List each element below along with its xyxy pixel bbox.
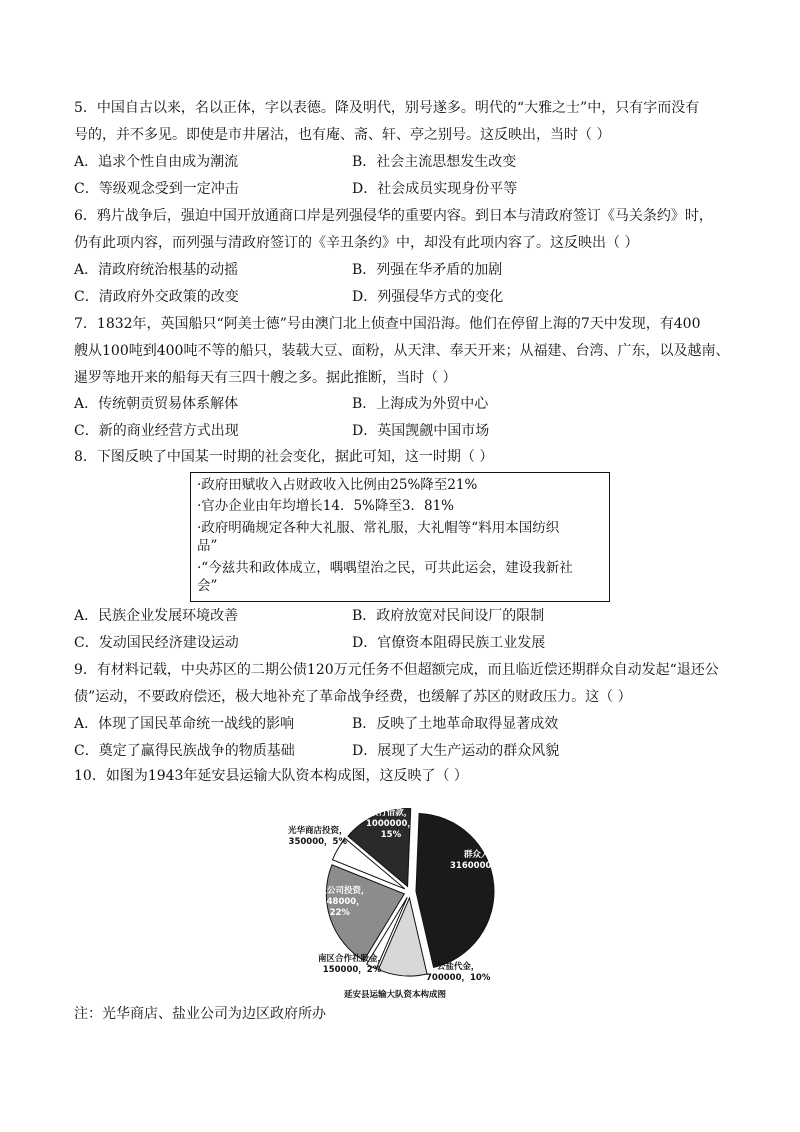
q7-stem-line1: 7．1832年，英国船只“阿美士德”号由澳门北上侦查中国沿海。他们在停留上海的7天中发现，有400 (74, 316, 701, 332)
q9-stem-line2: 债”运动，不要政府偿还，极大地补充了革命战争经费，也缓解了苏区的财政压力。这（ ） (74, 689, 632, 705)
pie-caption: 延安县运输大队资本构成图 (344, 990, 447, 1000)
q7-stem-line2: 艘从100吨到400吨不等的船只，装载大豆、面粉，从天津、奉天开来；从福建、台湾、广东，以及越南、 (74, 343, 730, 359)
q8-option-a[interactable]: A．民族企业发展环境改善 (74, 608, 239, 624)
pie-label-text: 南区合作社股金， (318, 954, 387, 964)
q5-option-b[interactable]: B．社会主流思想发生改变 (352, 154, 517, 170)
q9-option-c[interactable]: C．奠定了赢得民族战争的物质基础 (74, 743, 295, 759)
pie-label-text: 盐业公司投资， (310, 886, 370, 896)
q6-option-b[interactable]: B．列强在华矛盾的加剧 (352, 262, 503, 278)
pie-label-text: 350000，5% (288, 837, 347, 847)
q10-stem: 10．如图为1943年延安县运输大队资本构成图，这反映了（ ） (74, 768, 468, 784)
q8-option-d[interactable]: D．官僚资本阻碍民族工业发展 (352, 635, 546, 651)
pie-label-text: 22% (329, 908, 350, 918)
q7-option-a[interactable]: A．传统朝贡贸易体系解体 (74, 396, 239, 412)
pie-slice-0 (416, 814, 494, 968)
q7-option-d[interactable]: D．英国觊觎中国市场 (352, 423, 490, 439)
pie-label-text: 3160000，46% (450, 861, 521, 871)
q6-option-a[interactable]: A．清政府统治根基的动摇 (74, 262, 239, 278)
q9-option-d[interactable]: D．展现了大生产运动的群众风貌 (352, 743, 560, 759)
pie-label-text: 银行借款， (369, 808, 413, 818)
q7-option-b[interactable]: B．上海成为外贸中心 (352, 396, 489, 412)
q8-material-line: ·官办企业由年均增长14．5%降至3．81% (197, 498, 454, 514)
q6-stem-line1: 6．鸦片战争后，强迫中国开放通商口岸是列强侵华的重要内容。到日本与清政府签订《马关条约》时， (74, 208, 713, 224)
pie-label-guanghua (288, 826, 348, 848)
pie-label-bank-loan (366, 808, 416, 841)
pie-label-text: 150000，2% (322, 965, 382, 975)
pie-label-text: 700000，10% (426, 973, 491, 983)
q7-stem-line3: 暹罗等地开来的船每天有三四十艘之多。据此推断，当时（ ） (74, 370, 457, 386)
pie-label-text: 群众入股， (463, 850, 507, 860)
q6-option-c[interactable]: C．清政府外交政策的改变 (74, 289, 239, 305)
q8-option-b[interactable]: B．政府放宽对民间设厂的限制 (352, 608, 545, 624)
q5-option-a[interactable]: A．追求个性自由成为潮流 (74, 154, 239, 170)
pie-label-salt-company (310, 886, 370, 919)
pie-label-text: 15% (380, 830, 402, 840)
capital-structure-pie-chart (288, 800, 528, 1005)
pie-label-text: 1548000， (314, 897, 365, 907)
q8-stem: 8．下图反映了中国某一时期的社会变化，据此可知，这一时期（ ） (74, 449, 494, 465)
q6-option-d[interactable]: D．列强侵华方式的变化 (352, 289, 504, 305)
q10-note: 注：光华商店、盐业公司为边区政府所办 (74, 1006, 326, 1022)
q9-option-b[interactable]: B．反映了土地革命取得显著成效 (352, 716, 559, 732)
pie-label-text: 光华商店投资， (288, 826, 348, 836)
q7-option-c[interactable]: C．新的商业经营方式出现 (74, 423, 239, 439)
pie-label-south-coop (318, 954, 386, 976)
q5-option-c[interactable]: C．等级观念受到一定冲击 (74, 181, 239, 197)
pie-label-masses (450, 850, 520, 872)
pie-label-text: 公盐代金， (436, 962, 480, 972)
q6-stem-line2: 仍有此项内容，而列强与清政府签订的《辛丑条约》中，却没有此项内容了。这反映出（ ） (74, 235, 639, 251)
q8-material-line: 品” (197, 538, 218, 554)
q8-material-box (190, 472, 610, 602)
q5-option-d[interactable]: D．社会成员实现身份平等 (352, 181, 518, 197)
pie-label-salt-fee (426, 962, 490, 984)
q8-material-line: ·政府明确规定各种大礼服、常礼服，大礼帽等“料用本国纺织 (197, 520, 560, 536)
q9-option-a[interactable]: A．体现了国民革命统一战线的影响 (74, 716, 295, 732)
q8-material-line: ·“今兹共和政体成立，喁喁望治之民，可共此运会，建设我新社 (197, 560, 573, 576)
q9-stem-line1: 9．有材料记载，中央苏区的二期公债120万元任务不但超额完成，而且临近偿还期群众自动发起“退还公 (74, 662, 719, 678)
q5-stem-line2: 号的，并不多见。即使是市井屠沽，也有庵、斋、轩、亭之别号。这反映出，当时（ ） (74, 127, 611, 143)
q8-material-line: ·政府田赋收入占财政收入比例由25%降至21% (197, 477, 478, 493)
q8-option-c[interactable]: C．发动国民经济建设运动 (74, 635, 239, 651)
q5-stem-line1: 5．中国自古以来，名以正体，字以表德。降及明代，别号遂多。明代的“大雅之士”中，只有字而没有 (74, 100, 700, 116)
pie-label-text: 1000000， (366, 819, 416, 829)
q8-material-line: 会” (197, 578, 218, 594)
